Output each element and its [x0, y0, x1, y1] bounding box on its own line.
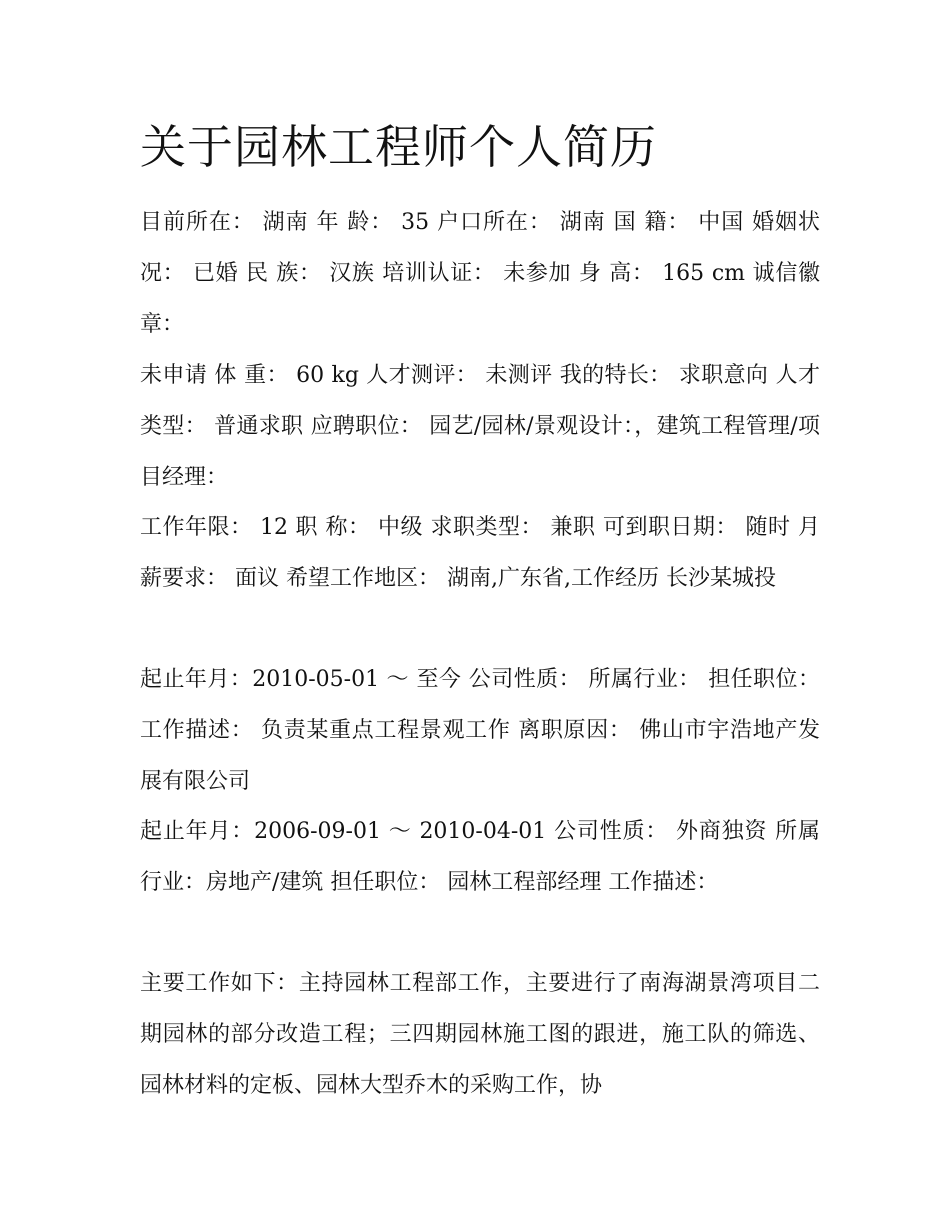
paragraph-work-requirements: 工作年限： 12 职 称： 中级 求职类型： 兼职 可到职日期： 随时 月薪要求： 面议 希望工作地区： 湖南,广东省,工作经历 长沙某城投	[140, 515, 820, 591]
paragraph-work-experience-2: 起止年月：2006-09-01 ～ 2010-04-01 公司性质： 外商独资 所属行业：房地产/建筑 担任职位： 园林工程部经理 工作描述：	[140, 819, 820, 895]
paragraph-work-description: 主要工作如下：主持园林工程部工作，主要进行了南海湖景湾项目二期园林的部分改造工程；三四期园林施工图的跟进，施工队的筛选、园林材料的定板、园林大型乔木的采购工作，协	[140, 971, 820, 1098]
paragraph-personal-info: 目前所在： 湖南 年 龄： 35 户口所在： 湖南 国 籍： 中国 婚姻状况： 已婚 民 族： 汉族 培训认证： 未参加 身 高： 165 cm 诚信徽章：	[140, 210, 820, 337]
paragraph-job-intention: 未申请 体 重： 60 kg 人才测评： 未测评 我的特长： 求职意向 人才类型： 普通求职 应聘职位： 园艺/园林/景观设计：，建筑工程管理/项目经理：	[140, 363, 820, 490]
page-title: 关于园林工程师个人简历	[140, 120, 657, 174]
paragraph-work-experience-1: 起止年月：2010-05-01 ～ 至今 公司性质： 所属行业： 担任职位： 工作描述： 负责某重点工程景观工作 离职原因： 佛山市宇浩地产发展有限公司	[140, 667, 820, 794]
